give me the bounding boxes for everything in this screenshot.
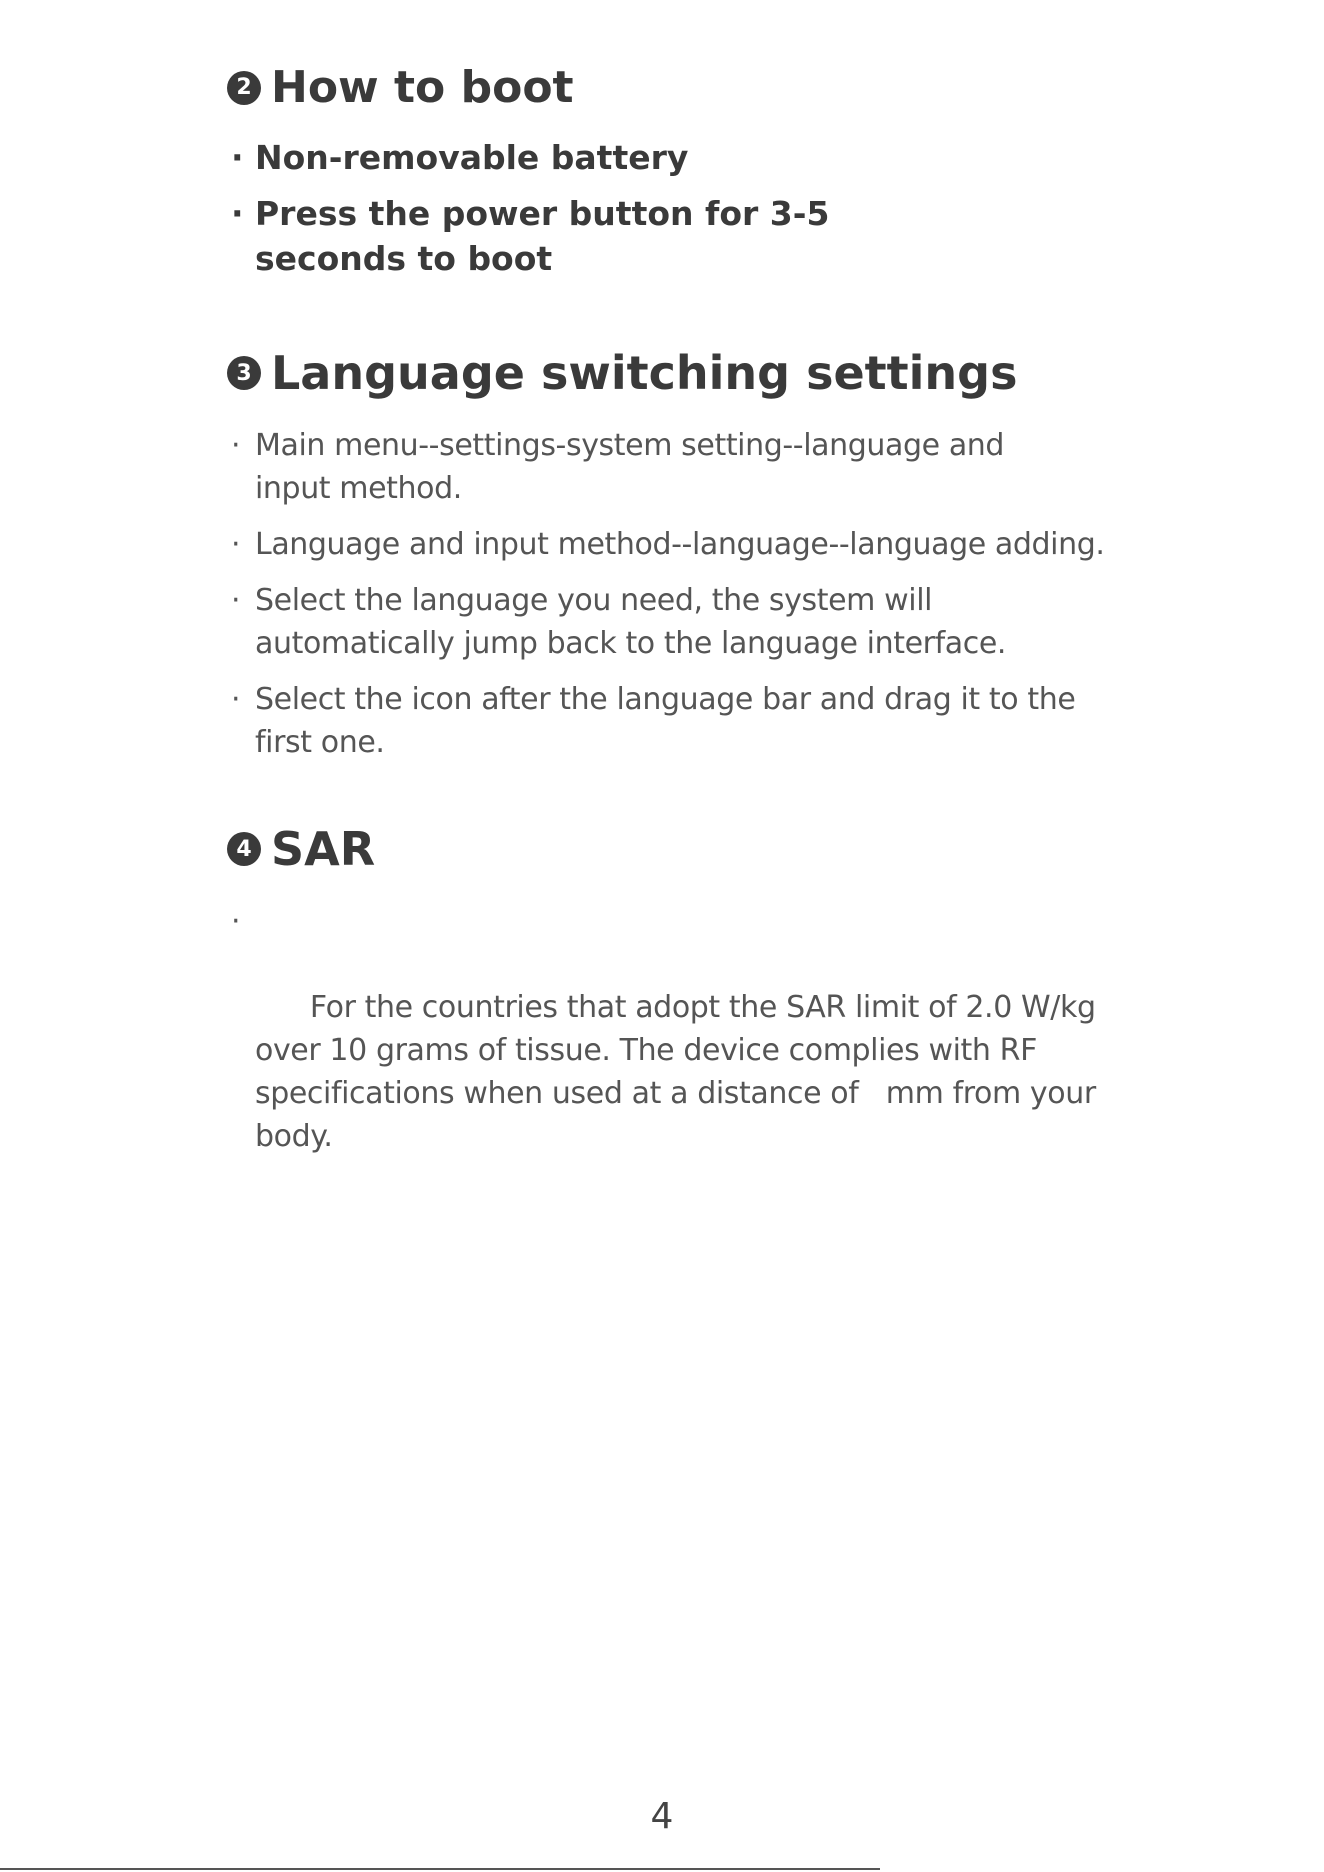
list-item [227, 579, 1135, 665]
list-item-text: Select the language you need, the system will automatically jump back to the language interface. [255, 583, 1007, 661]
bottom-divider [0, 1868, 880, 1870]
bullet-dot: · [231, 194, 244, 233]
section-heading [227, 62, 1187, 113]
section-number-badge: 2 [227, 71, 261, 105]
section-sar [227, 822, 1187, 1214]
bullet-dot: · [231, 428, 241, 463]
bullet-dot: · [231, 527, 241, 562]
bullet-dot: · [231, 583, 241, 618]
bullet-list [227, 900, 1187, 1201]
section-number-badge: 3 [227, 356, 261, 390]
bullet-list [227, 135, 1187, 281]
section-title: SAR [271, 822, 376, 876]
list-item-text: Press the power button for 3-5 seconds to boot [255, 194, 830, 278]
bullet-dot: · [231, 138, 244, 177]
list-item-text: Main menu--settings-system setting--language and input method. [255, 428, 1005, 506]
section-number-badge: 4 [227, 832, 261, 866]
section-heading [227, 346, 1187, 400]
list-item [227, 678, 1105, 764]
list-item [227, 191, 975, 281]
section-how-to-boot [227, 62, 1187, 292]
page-number: 4 [650, 1796, 674, 1837]
list-item [227, 900, 1115, 1201]
bullet-dot: · [231, 904, 241, 939]
bullet-dot: · [231, 682, 241, 717]
list-item [227, 135, 1015, 180]
list-item-text: Language and input method--language--language adding. [255, 527, 1105, 562]
section-language-switching [227, 346, 1187, 777]
list-item-text: Non-removable battery [255, 138, 689, 177]
section-heading [227, 822, 1187, 876]
bullet-list [227, 424, 1187, 764]
list-item [227, 523, 1155, 566]
list-item-text: For the countries that adopt the SAR limit of 2.0 W/kg over 10 grams of tissue. The device complies with RF specifications when used at a distance of mm from your body. [255, 990, 1105, 1154]
section-title: Language switching settings [271, 346, 1018, 400]
section-title: How to boot [271, 62, 574, 113]
list-item-text: Select the icon after the language bar and drag it to the first one. [255, 682, 1076, 760]
list-item [227, 424, 1045, 510]
